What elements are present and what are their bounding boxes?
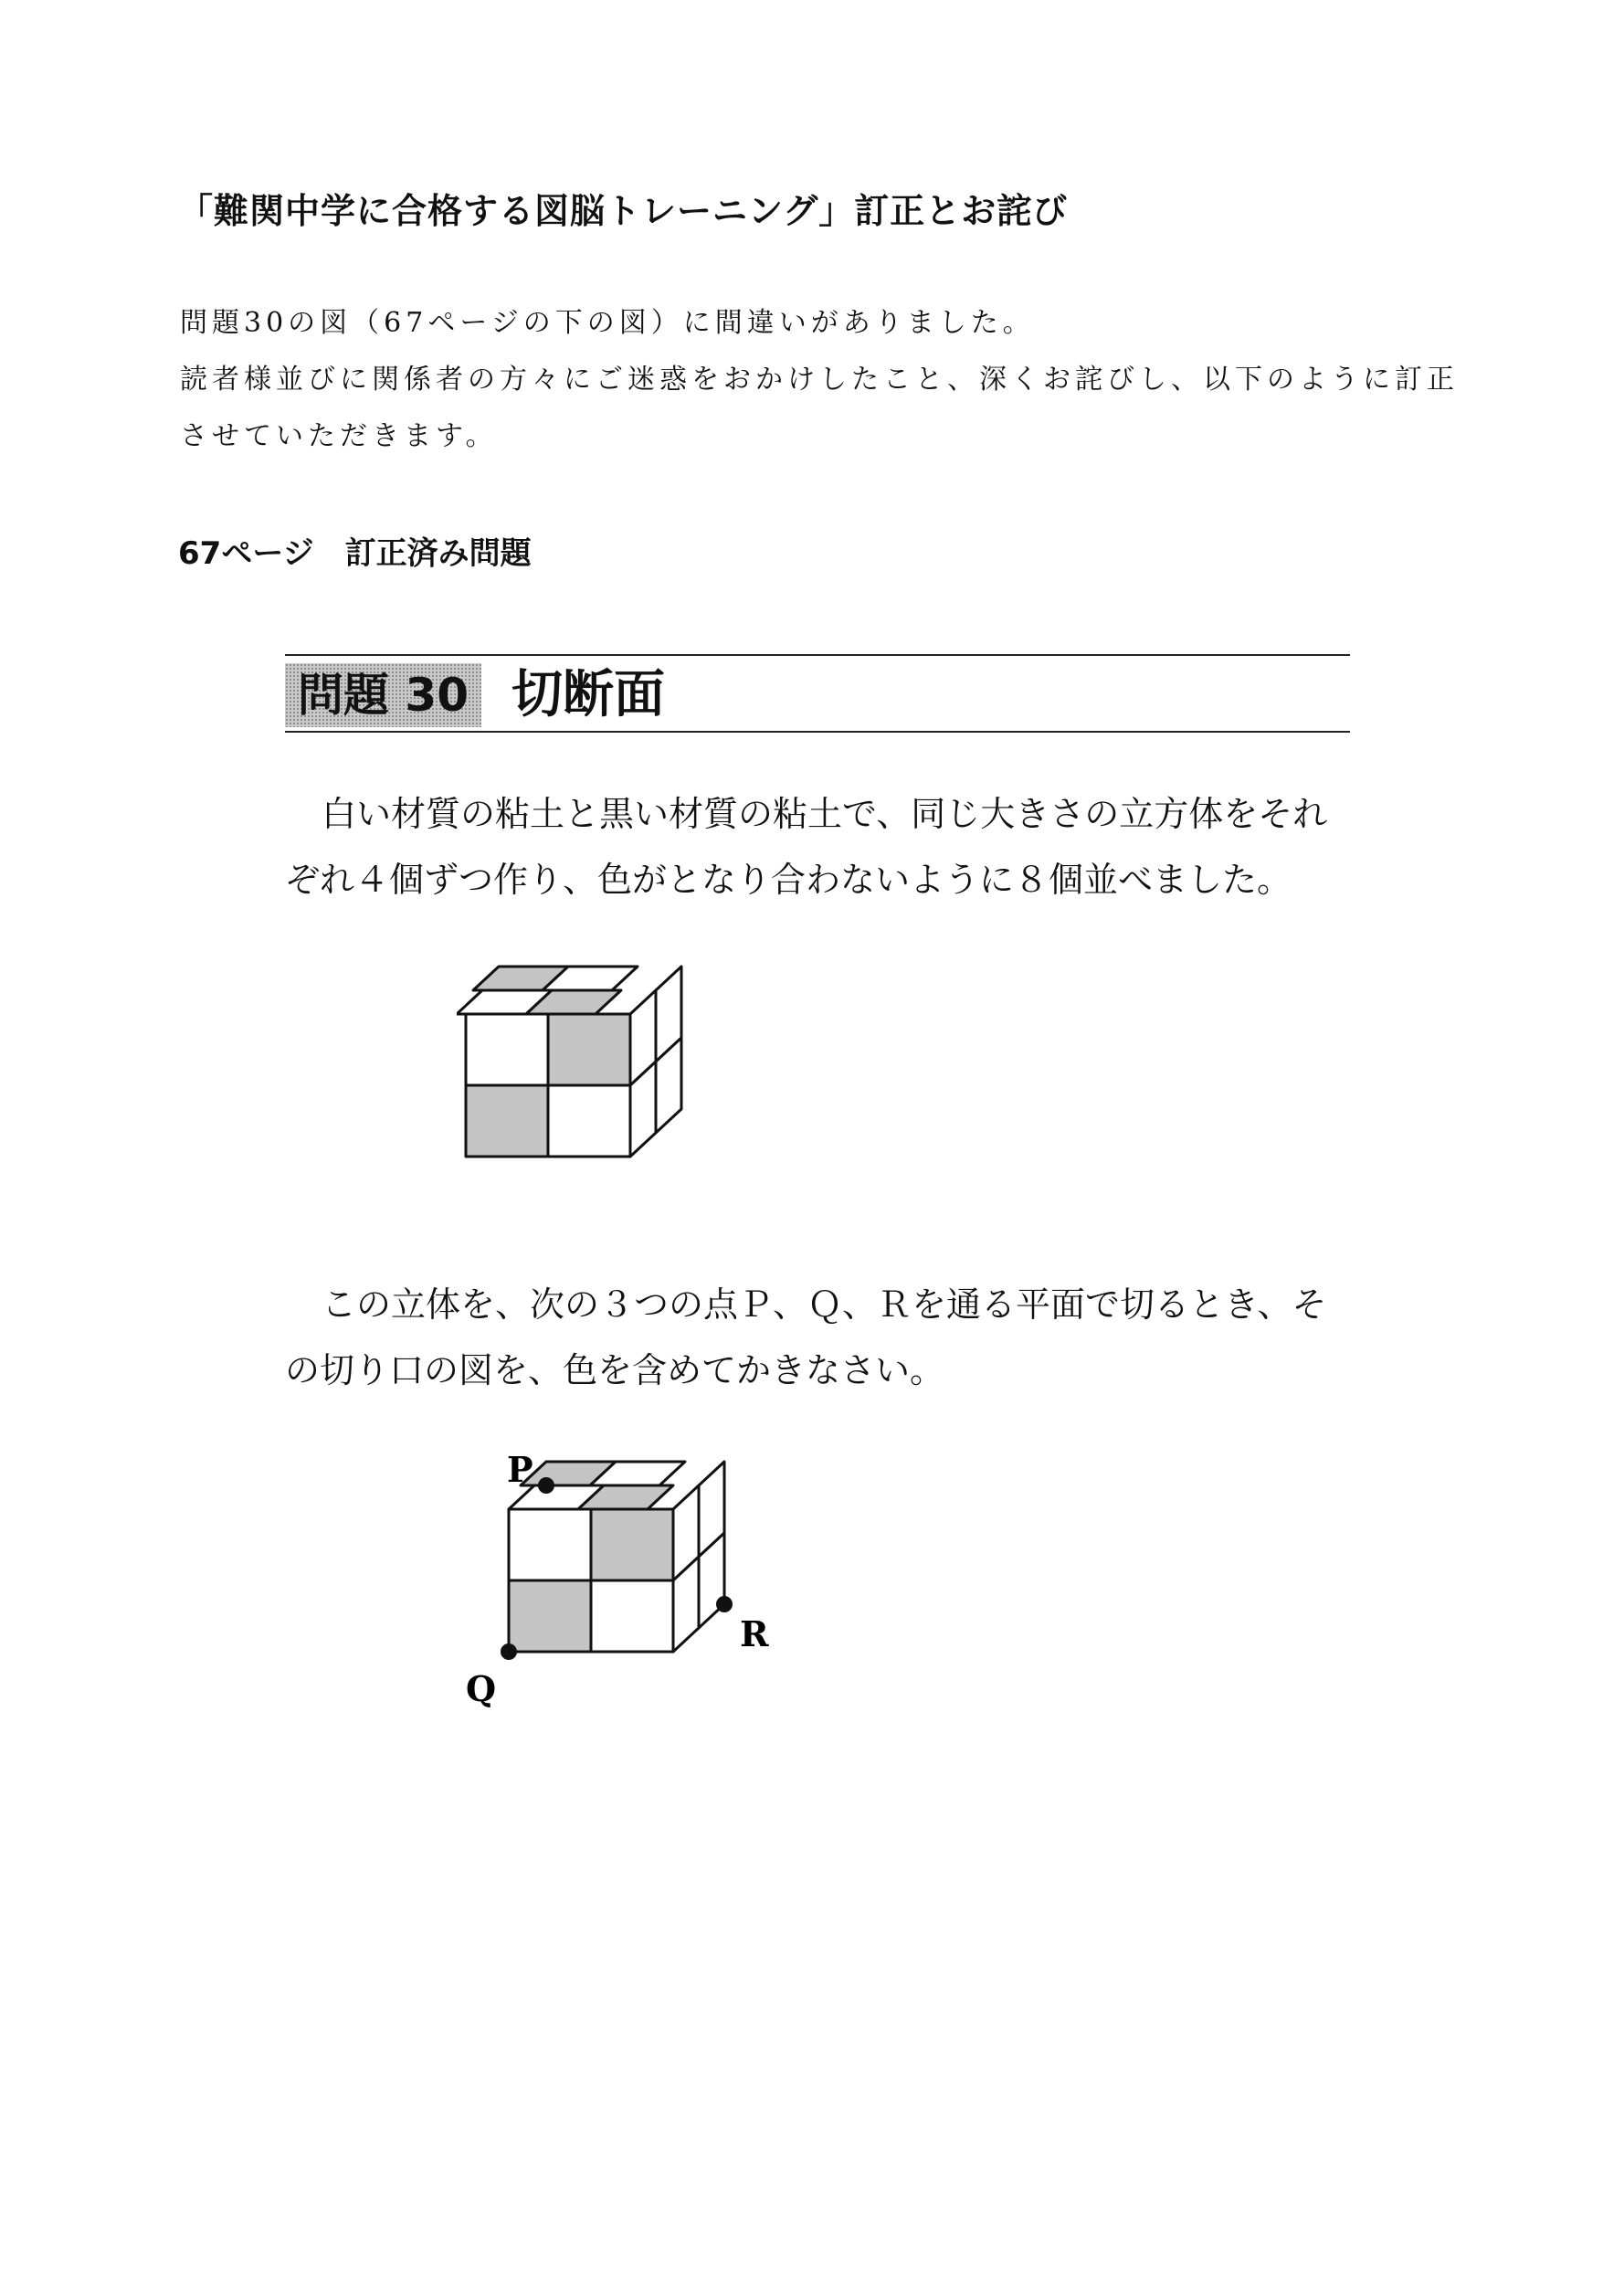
notice-body — [180, 295, 1459, 465]
notice-title: 「難関中学に合格する図脳トレーニング」訂正とお詫び — [178, 191, 1069, 231]
notice-line: 問題30の図（67ページの下の図）に間違いがありました。 — [180, 307, 1035, 339]
problem-label: 問題 30 — [285, 663, 481, 727]
point-p-label: P — [507, 1449, 533, 1490]
cube-front-top-right — [548, 1014, 630, 1085]
cube-with-points-figure — [457, 1443, 813, 1717]
point-p-marker — [538, 1477, 554, 1494]
cube-figure — [457, 959, 703, 1188]
cube-front-bottom-left — [509, 1580, 591, 1652]
paragraph-line: 白い材質の粘土と黒い材質の粘土で、同じ大きさの立方体をそれ — [322, 794, 1328, 834]
notice-line: させていただきます。 — [180, 420, 498, 452]
cube-front-bottom-right — [548, 1085, 630, 1157]
cube-front-bottom-left — [466, 1085, 548, 1157]
header-rule-bottom — [285, 731, 1350, 733]
paragraph-line: の切り口の図を、色を含めてかきなさい。 — [285, 1350, 945, 1390]
cube-front-top-left — [466, 1014, 548, 1085]
section-heading: 67ページ 訂正済み問題 — [178, 535, 532, 572]
cube-front-top-left — [509, 1509, 591, 1580]
problem-title: 切断面 — [511, 665, 665, 724]
header-rule-top — [285, 654, 1350, 656]
point-q-marker — [501, 1643, 517, 1660]
point-r-label: R — [740, 1613, 769, 1654]
point-q-label: Q — [466, 1668, 497, 1709]
point-r-marker — [716, 1596, 733, 1612]
paragraph-line: この立体を、次の３つの点Ｐ、Ｑ、Ｒを通る平面で切るとき、そ — [322, 1284, 1327, 1325]
problem-paragraph-1 — [285, 781, 1327, 913]
notice-line: 読者様並びに関係者の方々にご迷惑をおかけしたこと、深くお詫びし、以下のように訂正 — [180, 364, 1459, 396]
problem-paragraph-2 — [285, 1272, 1326, 1403]
paragraph-line: ぞれ４個ずつ作り、色がとなり合わないように８個並べました。 — [285, 860, 1292, 900]
cube-front-bottom-right — [591, 1580, 673, 1652]
cube-front-top-right — [591, 1509, 673, 1580]
